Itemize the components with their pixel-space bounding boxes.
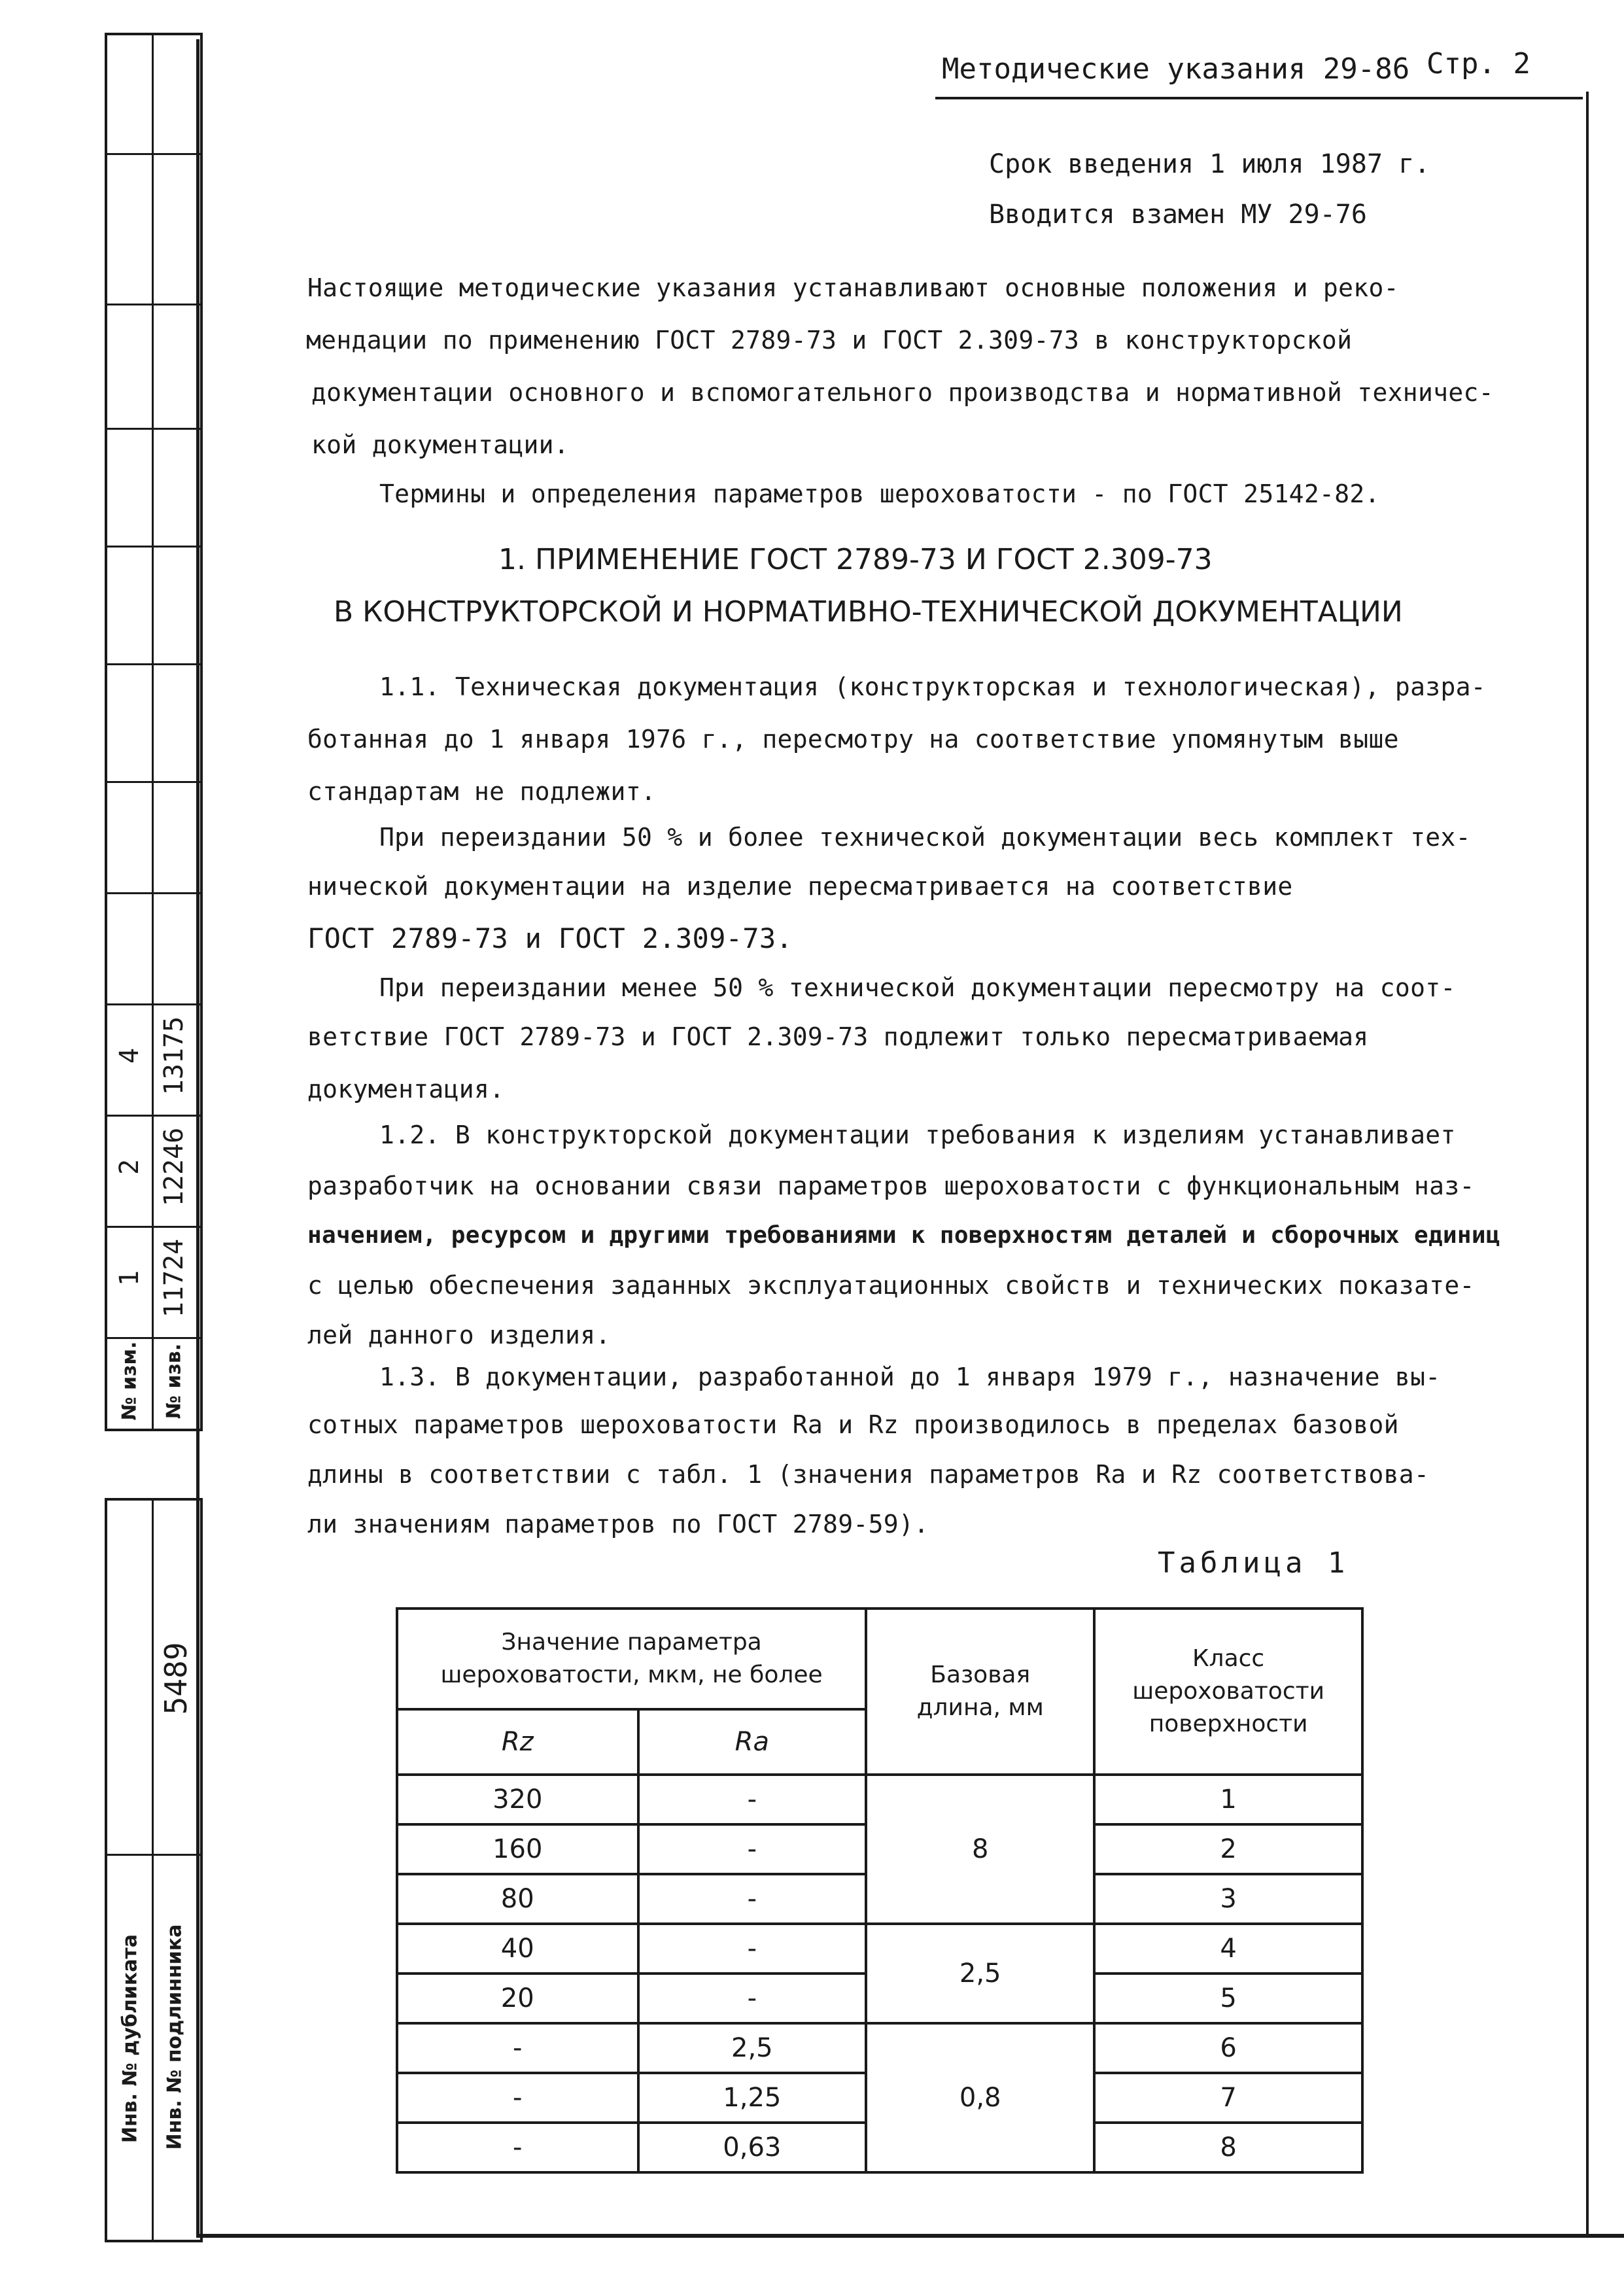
cell-rz: 320: [397, 1775, 638, 1824]
clause-line: ботанная до 1 января 1976 г., пересмотру на соответствие упомянутым выше: [307, 725, 1399, 754]
rev-izv-1: 11724: [159, 1238, 189, 1318]
clause-line: стандартам не подлежит.: [307, 777, 657, 806]
cell-rz: 80: [397, 1874, 638, 1924]
clause-1-3-first: [379, 1351, 1440, 1403]
clause-line: ветствие ГОСТ 2789-73 и ГОСТ 2.309-73 подлежит только пересматриваемая: [307, 1022, 1369, 1051]
cell-class: 4: [1094, 1924, 1362, 1974]
clause-line: нической документации на изделие пересматривается на соответствие: [307, 872, 1293, 901]
effective-date: Срок введения 1 июля 1987 г.: [989, 149, 1430, 179]
rev-izm-2: 2: [114, 1158, 145, 1175]
clause-1-1: [307, 713, 1399, 818]
header-base-length: Базовая длина, мм: [866, 1609, 1094, 1775]
clause-1-1c-first: [379, 962, 1456, 1014]
cell-ra: 1,25: [638, 2073, 867, 2123]
cell-ra: -: [638, 1874, 867, 1924]
terms-paragraph: [379, 468, 1380, 520]
cell-rz: 40: [397, 1924, 638, 1974]
cell-class: 8: [1094, 2123, 1362, 2172]
inventory-original-number: 5489: [158, 1642, 194, 1715]
cell-base-length: 0,8: [866, 2023, 1094, 2172]
inventory-original-label: Инв. № подлинника: [163, 1924, 186, 2150]
intro-rest: [311, 366, 1494, 471]
header-class: Класс шероховатости поверхности: [1094, 1609, 1362, 1775]
frame-left-border: [196, 39, 199, 2237]
cell-class: 1: [1094, 1775, 1362, 1824]
header-rule: [935, 97, 1583, 99]
document-title: Методические указания 29-86: [942, 52, 1410, 86]
page-number: Стр. 2: [1426, 47, 1530, 80]
intro-line: документации основного и вспомогательного производства и нормативной техничес-: [311, 378, 1494, 407]
replaces-note: Вводится взамен МУ 29-76: [989, 200, 1367, 230]
header-rz: Rz: [397, 1709, 638, 1775]
table-row: [397, 1924, 1362, 1974]
rev-izv-4: 13175: [159, 1016, 189, 1096]
inventory-stamp: [105, 1498, 203, 2242]
revision-stamp: [105, 33, 203, 1431]
clause-line: ГОСТ 2789-73 и ГОСТ 2.309-73.: [307, 922, 793, 954]
clause-1-2: [307, 1161, 1500, 1360]
cell-class: 7: [1094, 2073, 1362, 2123]
page-header: [942, 47, 1570, 98]
clause-1-1b: [307, 860, 1293, 965]
cell-rz: 20: [397, 1974, 638, 2023]
clause-line: начением, ресурсом и другими требованиями к поверхностям деталей и сборочных единиц: [307, 1222, 1500, 1249]
rev-izm-label: № изм.: [118, 1341, 141, 1421]
rev-izm-1: 1: [114, 1270, 145, 1287]
rev-izm-4: 4: [114, 1047, 145, 1064]
clause-1-1-first: [379, 661, 1486, 713]
cell-class: 2: [1094, 1824, 1362, 1874]
clause-line: 1.3. В документации, разработанной до 1 января 1979 г., назначение вы-: [379, 1363, 1441, 1391]
roughness-table: [396, 1607, 1364, 2174]
cell-class: 5: [1094, 1974, 1362, 2023]
intro-line: кой документации.: [311, 430, 570, 459]
frame-bottom-border: [196, 2234, 1624, 2238]
cell-ra: -: [638, 1974, 867, 2023]
cell-ra: -: [638, 1924, 867, 1974]
table-row: [397, 1775, 1362, 1824]
cell-class: 6: [1094, 2023, 1362, 2073]
intro-line: мендации по применению ГОСТ 2789-73 и ГОСТ 2.309-73 в конструкторской: [306, 326, 1353, 355]
frame-right-border: [1586, 92, 1589, 2237]
cell-ra: 0,63: [638, 2123, 867, 2172]
rev-izv-label: № изв.: [162, 1343, 186, 1419]
clause-line: 1.1. Техническая документация (конструкторская и технологическая), разра-: [379, 672, 1486, 701]
clause-line: ли значениям параметров по ГОСТ 2789-59).: [307, 1510, 929, 1539]
clause-line: сотных параметров шероховатости Ra и Rz производилось в пределах базовой: [307, 1410, 1399, 1439]
intro-paragraph: [307, 262, 1399, 314]
clause-line: лей данного изделия.: [307, 1321, 611, 1349]
clause-1-1c: [307, 1011, 1368, 1115]
cell-ra: -: [638, 1775, 867, 1824]
section-heading-line2: В КОНСТРУКТОРСКОЙ И НОРМАТИВНО-ТЕХНИЧЕСКОЙ ДОКУМЕНТАЦИИ: [334, 595, 1403, 629]
header-param: Значение параметра шероховатости, мкм, не более: [397, 1609, 866, 1709]
inventory-duplicate-label: Инв. № дубликата: [118, 1934, 142, 2144]
intro-paragraph-cont: [307, 314, 1352, 366]
table-row: [397, 2023, 1362, 2073]
clause-line: разработчик на основании связи параметров шероховатости с функциональным наз-: [307, 1172, 1475, 1200]
header-ra: Ra: [638, 1709, 867, 1775]
section-heading-line1: 1. ПРИМЕНЕНИЕ ГОСТ 2789-73 И ГОСТ 2.309-73: [498, 543, 1213, 576]
clause-line: длины в соответствии с табл. 1 (значения параметров Ra и Rz соответствова-: [307, 1460, 1430, 1489]
cell-ra: -: [638, 1824, 867, 1874]
cell-rz: 160: [397, 1824, 638, 1874]
table-caption: Таблица 1: [1158, 1546, 1349, 1580]
cell-rz: -: [397, 2073, 638, 2123]
cell-base-length: 8: [866, 1775, 1094, 1924]
clause-line: При переиздании менее 50 % технической документации пересмотру на соот-: [379, 973, 1456, 1002]
cell-class: 3: [1094, 1874, 1362, 1924]
cell-ra: 2,5: [638, 2023, 867, 2073]
clause-1-3: [307, 1400, 1429, 1549]
cell-rz: -: [397, 2023, 638, 2073]
intro-line: Настоящие методические указания устанавливают основные положения и реко-: [307, 273, 1399, 302]
clause-line: При переиздании 50 % и более технической документации весь комплект тех-: [379, 823, 1471, 852]
cell-rz: -: [397, 2123, 638, 2172]
clause-1-2-first: [379, 1109, 1456, 1161]
clause-line: документация.: [307, 1075, 505, 1104]
clause-line: 1.2. В конструкторской документации требования к изделиям устанавливает: [379, 1121, 1456, 1149]
terms-line: Термины и определения параметров шероховатости - по ГОСТ 25142-82.: [379, 479, 1380, 508]
rev-izv-2: 12246: [159, 1127, 189, 1207]
cell-base-length: 2,5: [866, 1924, 1094, 2023]
clause-line: с целью обеспечения заданных эксплуатационных свойств и технических показате-: [307, 1271, 1475, 1300]
clause-1-1b-first: [379, 811, 1471, 863]
